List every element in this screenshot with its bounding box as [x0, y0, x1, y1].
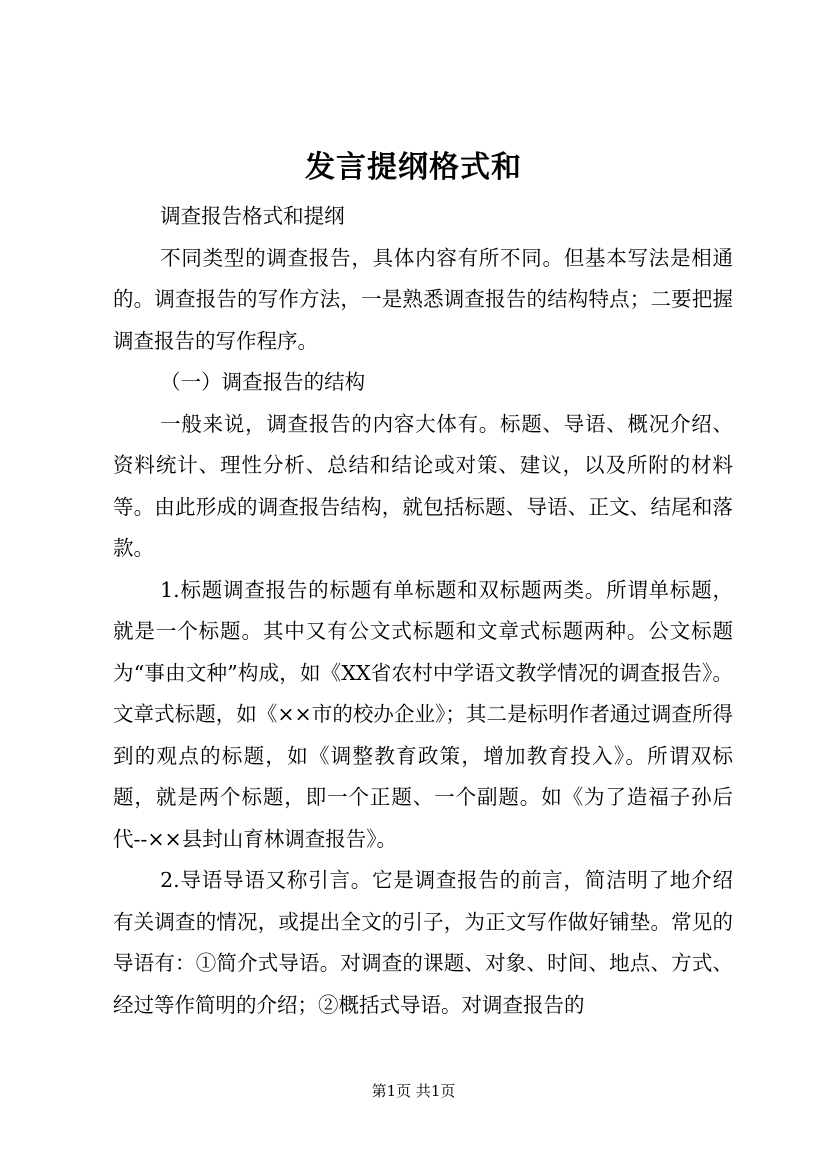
paragraph-lead-section: 2.导语导语又称引言。它是调查报告的前言，简洁明了地介绍有关调查的情况，或提出全文的引子，为正文写作做好铺垫。常见的导语有：①简介式导语。对调查的课题、对象、时间、地点、方式、经过等作简明的介绍；②概括式导语。对调查报告的	[113, 868, 733, 1017]
paragraph-title-section: 1.标题调查报告的标题有单标题和双标题两类。所谓单标题，就是一个标题。其中又有公文式标题和文章式标题两种。公文标题为“事由文种”构成，如《XX省农村中学语文教学情况的调查报告》。文章式标题，如《××市的校办企业》；其二是标明作者通过调查所得到的观点的标题，如《调整教育政策，增加教育投入》。所谓双标题，就是两个标题，即一个正题、一个副题。如《为了造福子孙后代--××县封山育林调查报告》。	[113, 577, 733, 851]
section-heading-structure: （一）调查报告的结构	[160, 370, 366, 394]
document-body	[113, 196, 733, 1026]
document-title: 发言提纲格式和	[305, 150, 522, 185]
paragraph-structure: 一般来说，调查报告的内容大体有。标题、导语、概况介绍、资料统计、理性分析、总结和结论或对策、建议，以及所附的材料等。由此形成的调查报告结构，就包括标题、导语、正文、结尾和落款。	[113, 411, 733, 560]
page-footer: 第1页 共1页	[371, 1082, 456, 1100]
paragraph-intro: 不同类型的调查报告，具体内容有所不同。但基本写法是相通的。调查报告的写作方法，一是熟悉调查报告的结构特点；二要把握调查报告的写作程序。	[113, 245, 733, 353]
paragraph-subtitle: 调查报告格式和提纲	[160, 204, 345, 228]
